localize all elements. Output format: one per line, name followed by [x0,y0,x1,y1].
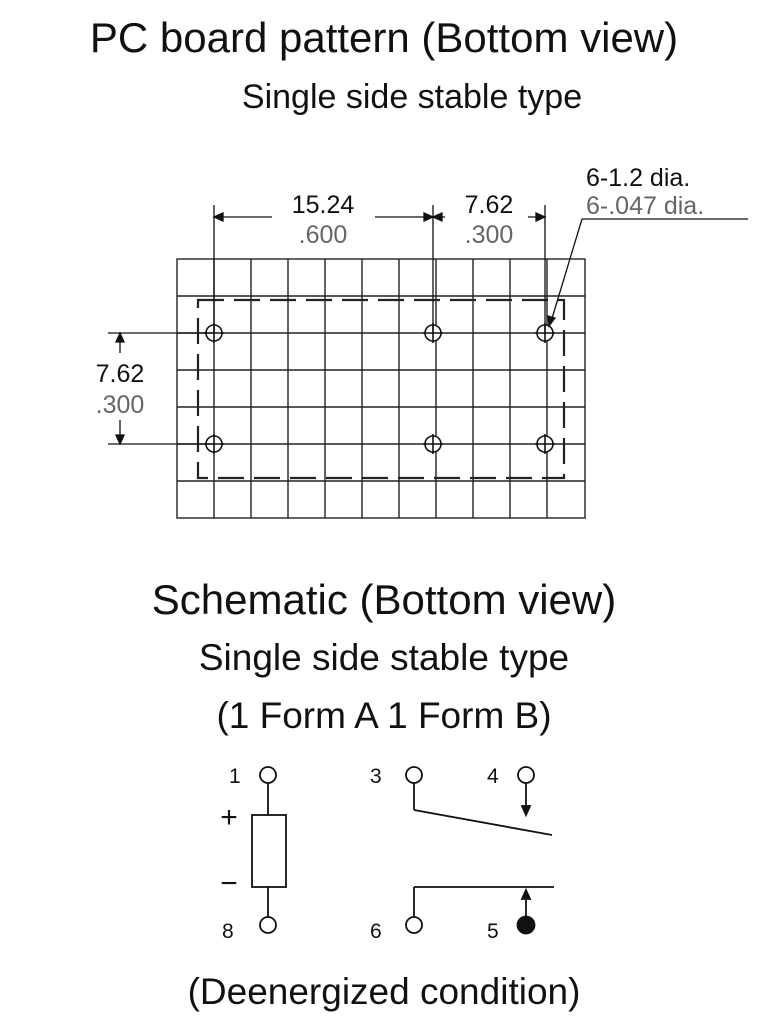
hole-dia-in: 6-.047 dia. [586,192,705,220]
dim-300-horizontal: .300 [464,221,514,249]
hole-circle-icon [423,434,443,454]
hole-leader [548,219,748,326]
coil-minus: − [220,867,238,900]
relay-outline [198,300,564,478]
dim-7-62-horizontal: 7.62 [464,191,514,219]
pcb-subtitle: Single side stable type [241,78,583,116]
schematic-form: (1 Form A 1 Form B) [216,695,552,736]
pin-5-label: 5 [487,920,499,943]
pin-4-label: 4 [487,765,499,788]
pin-6-label: 6 [370,920,382,943]
coil-symbol [252,767,286,933]
contact-symbols [406,767,554,934]
pcb-title: PC board pattern (Bottom view) [89,14,679,61]
hole-dia-mm: 6-1.2 dia. [586,164,691,192]
schematic-title: Schematic (Bottom view) [151,576,617,623]
hole-circle-icon [535,434,555,454]
dim-15-24: 15.24 [291,191,355,219]
pin-8-label: 8 [222,920,234,943]
pcb-grid [177,259,585,518]
dim-300-vertical: .300 [95,391,145,419]
pcb-holes [204,323,555,454]
schematic-subtitle: Single side stable type [198,637,570,678]
dim-600: .600 [298,221,348,249]
pin-3-label: 3 [370,765,382,788]
schematic-caption: (Deenergized condition) [187,971,581,1012]
coil-plus: + [220,801,238,834]
pin-1-label: 1 [229,765,241,788]
dim-7-62-vertical: 7.62 [95,360,145,388]
